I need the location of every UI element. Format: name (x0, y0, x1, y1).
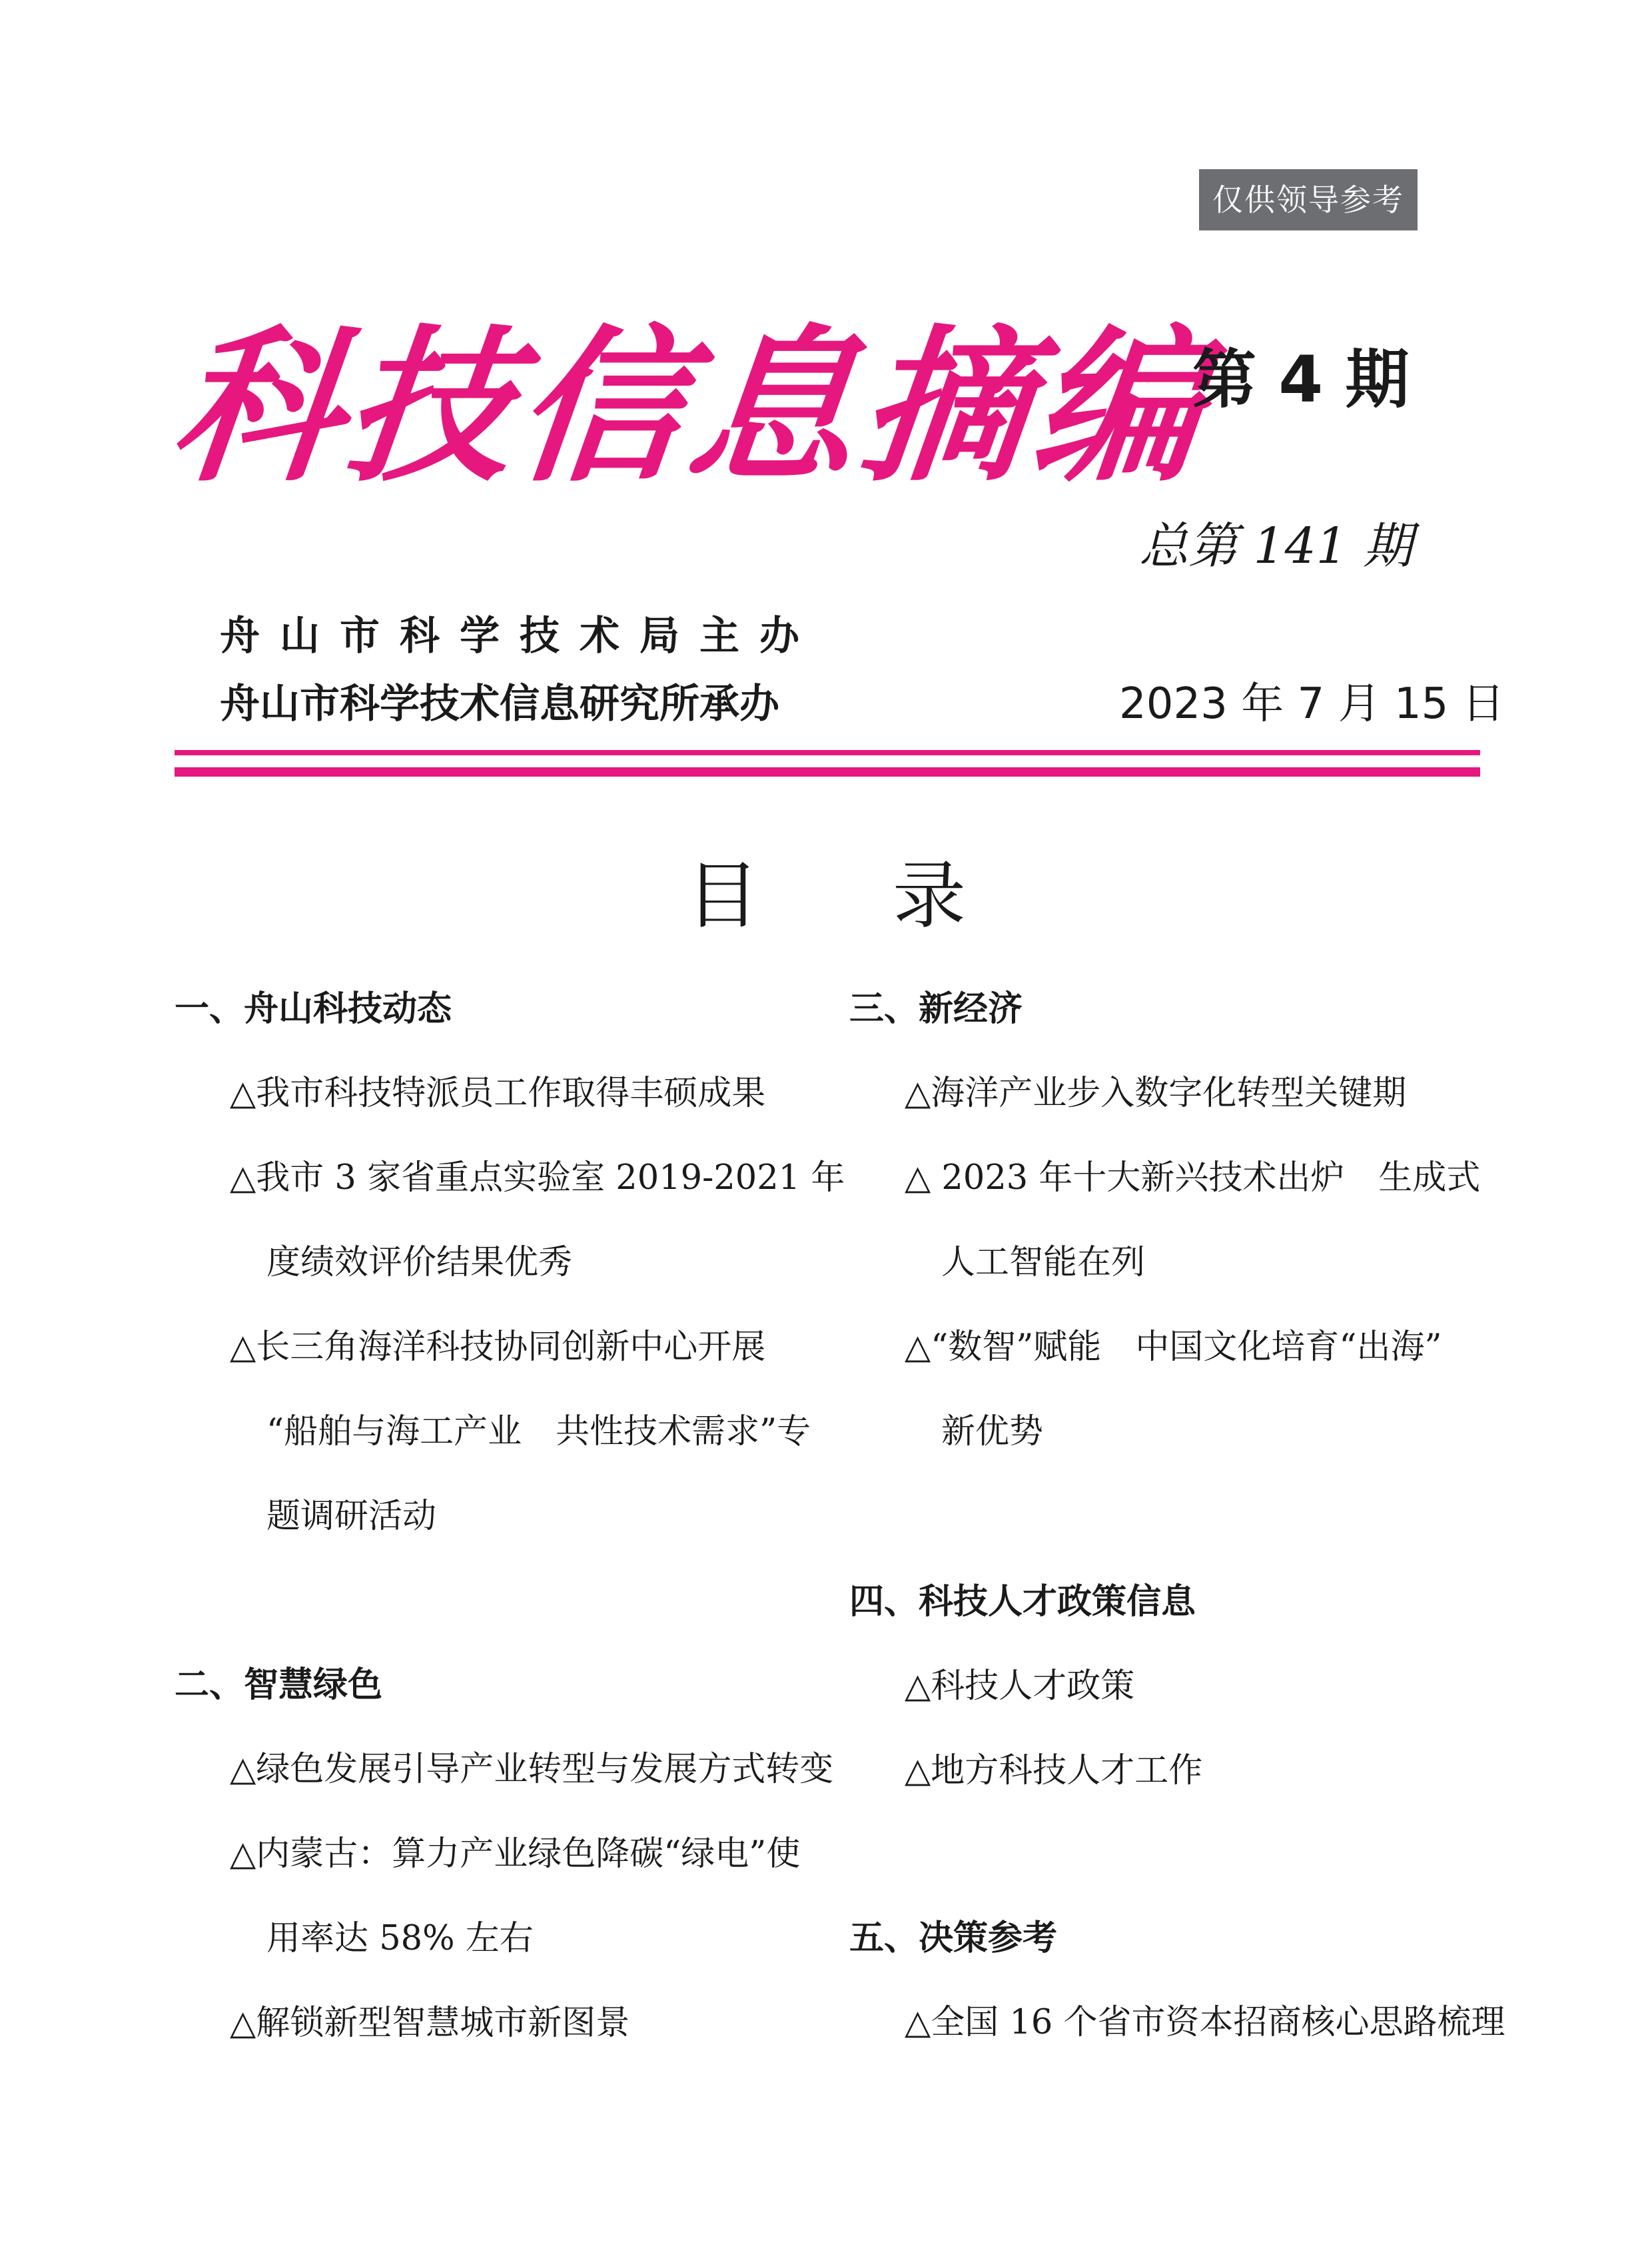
toc-entry-line: “船舶与海工产业 共性技术需求”专 (266, 1412, 811, 1451)
toc-section-heading: 一、舟山科技动态 (175, 989, 452, 1029)
reference-badge: 仅供领导参考 (1199, 169, 1418, 230)
toc-entry-line: △解锁新型智慧城市新图景 (230, 2004, 630, 2043)
toc-section-heading: 二、智慧绿色 (175, 1665, 383, 1705)
toc-entry-line: △科技人才政策 (905, 1667, 1135, 1706)
toc-title (0, 846, 1652, 946)
toc-section-heading: 三、新经济 (849, 989, 1023, 1029)
divider-thick (175, 767, 1480, 777)
co-organizer: 舟山市科学技术信息研究所承办 (220, 681, 779, 727)
issue-number: 第 4 期 (1192, 342, 1410, 417)
toc-entry-line: 题调研活动 (266, 1497, 437, 1536)
toc-entry-line: △我市 3 家省重点实验室 2019-2021 年 (230, 1158, 845, 1198)
toc-entry-line: △我市科技特派员工作取得丰硕成果 (230, 1074, 766, 1113)
toc-entry-line: 用率达 58% 左右 (266, 1919, 534, 1958)
organizer: 舟山市科学技术局主办 (220, 613, 819, 659)
publication-title: 科技信息摘编 (164, 308, 1216, 504)
toc-entry-line: △ 2023 年十大新兴技术出炉 生成式 (905, 1158, 1481, 1198)
toc-entry-line: △地方科技人才工作 (905, 1751, 1203, 1790)
publication-date: 2023 年 7 月 15 日 (1119, 679, 1505, 729)
toc-entry-line: △长三角海洋科技协同创新中心开展 (230, 1327, 766, 1367)
toc-section-heading: 五、决策参考 (849, 1918, 1058, 1958)
toc-entry-line: △海洋产业步入数字化转型关键期 (905, 1074, 1407, 1113)
toc-title-text: 目录 (686, 853, 1099, 938)
toc-entry-line: △内蒙古：算力产业绿色降碳“绿电”使 (230, 1834, 801, 1874)
divider-thin (175, 750, 1480, 755)
total-issue-number: 总第 141 期 (1139, 518, 1413, 575)
toc-entry-line: 人工智能在列 (941, 1243, 1146, 1282)
toc-entry-line: △“数智”赋能 中国文化培育“出海” (905, 1327, 1442, 1367)
toc-entry-line: 度绩效评价结果优秀 (266, 1243, 573, 1282)
toc-entry-line: △绿色发展引导产业转型与发展方式转变 (230, 1750, 834, 1789)
toc-entry-line: △全国 16 个省市资本招商核心思路梳理 (905, 2003, 1505, 2042)
toc-section-heading: 四、科技人才政策信息 (849, 1582, 1196, 1622)
toc-entry-line: 新优势 (941, 1412, 1044, 1451)
